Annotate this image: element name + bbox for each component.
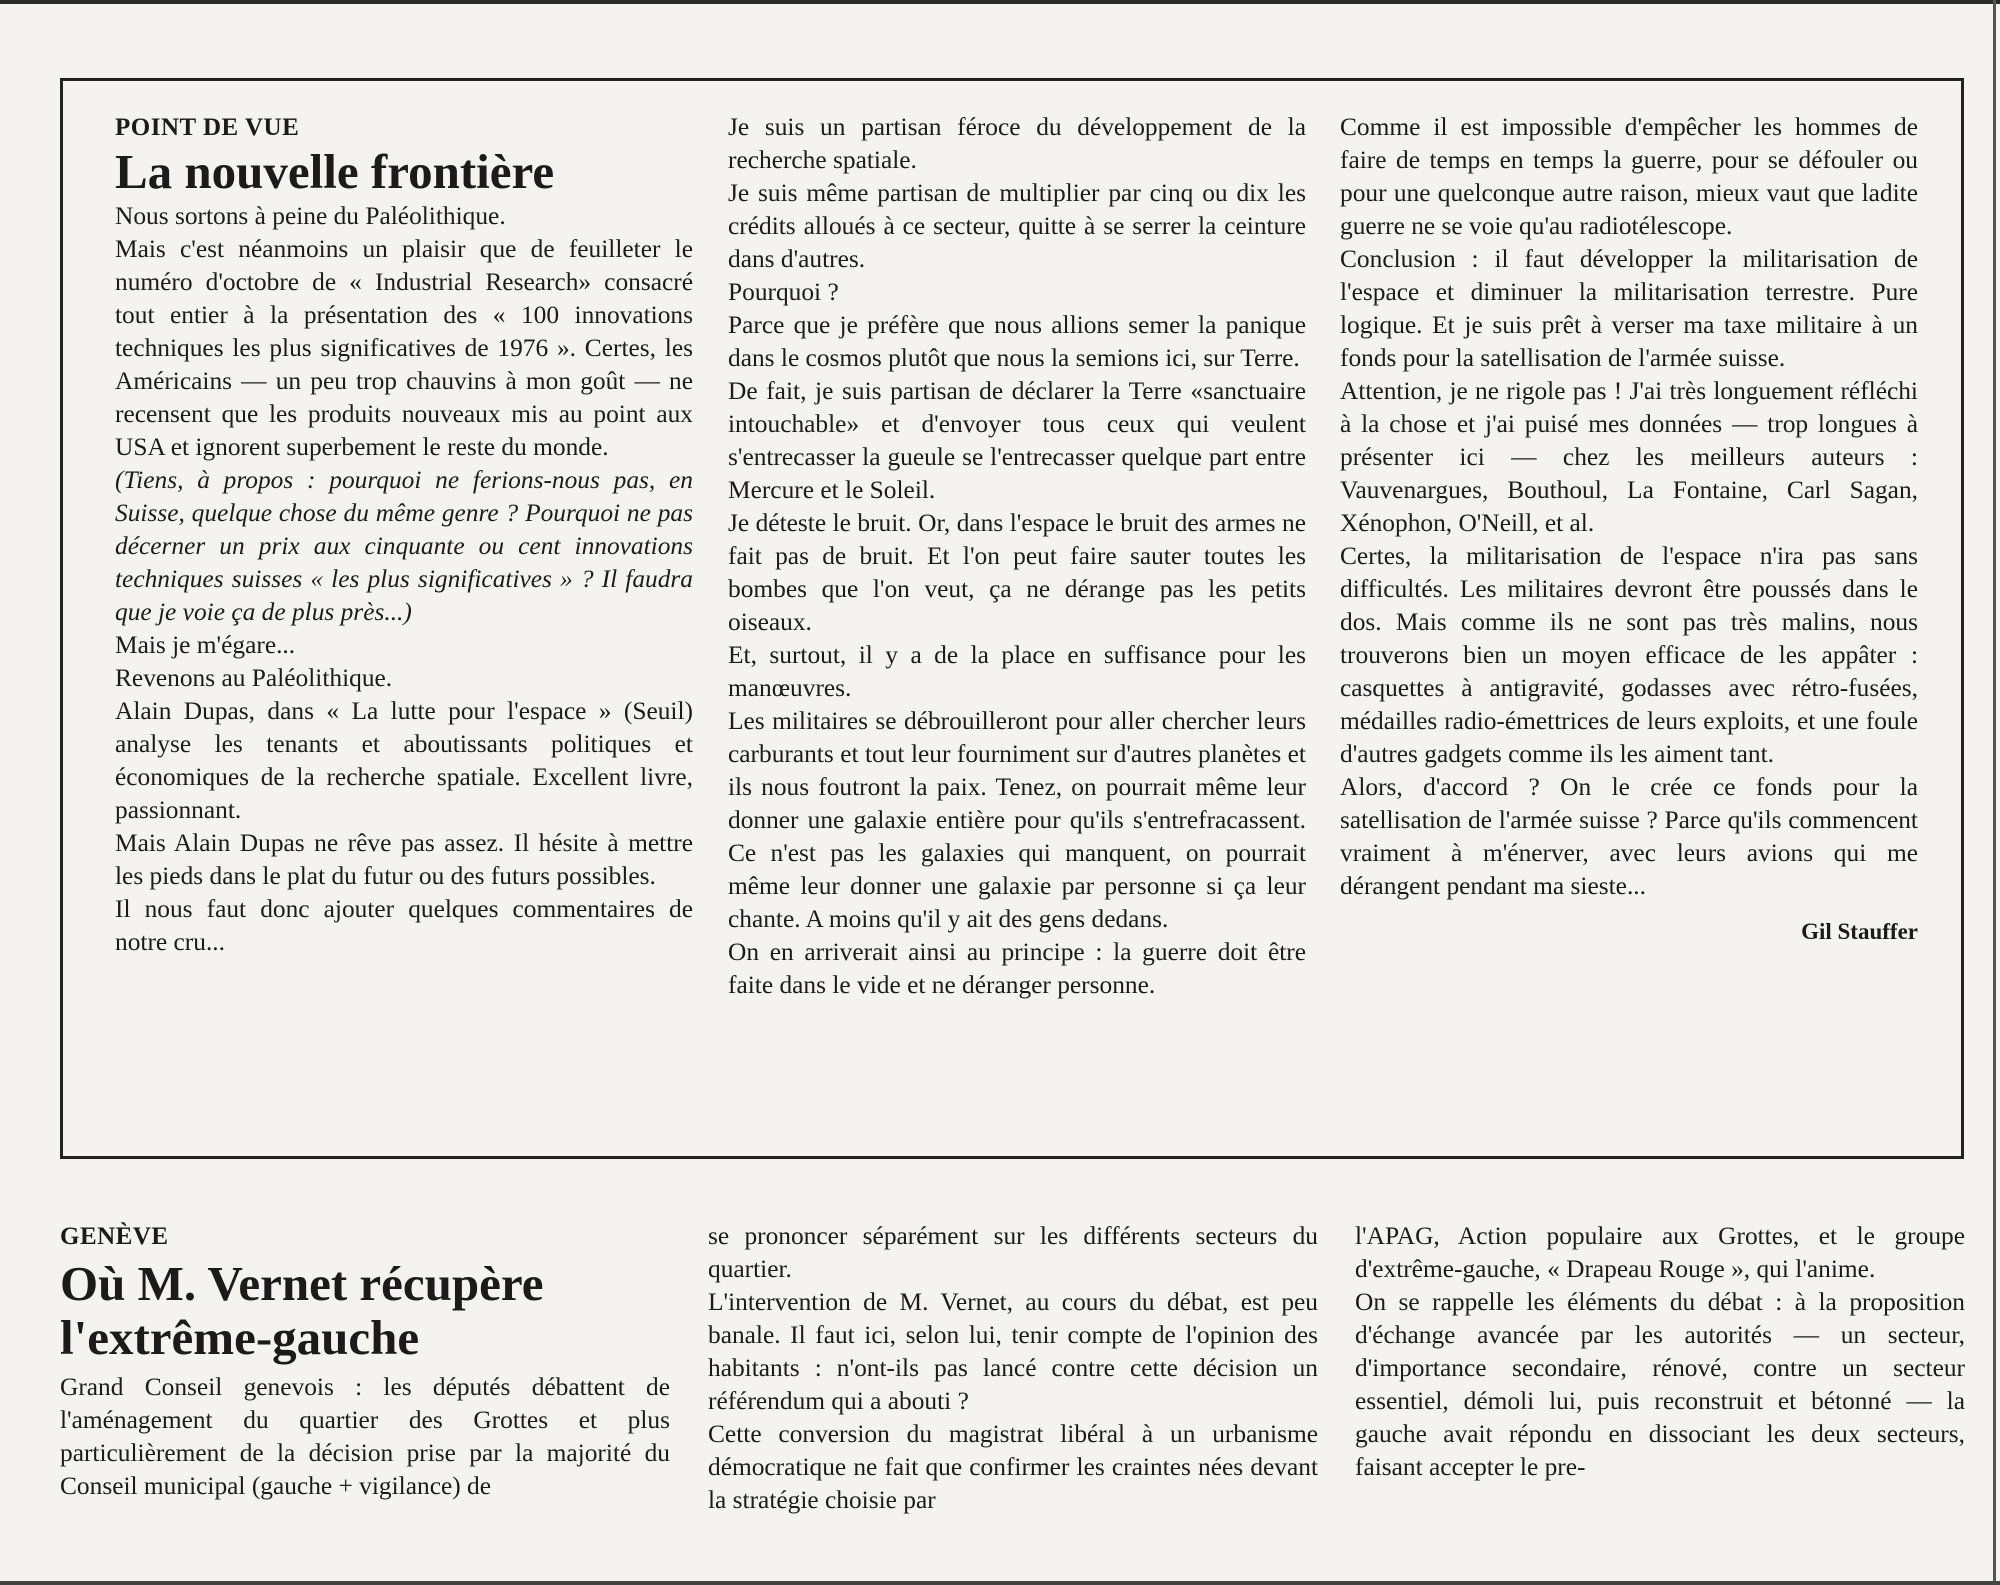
pdv-column-1 <box>115 111 693 959</box>
pdv-paragraph: Mais Alain Dupas ne rêve pas assez. Il hésite à mettre les pieds dans le plat du futur ou des futurs possibles. <box>115 829 693 890</box>
geneve-paragraph: Cette conversion du magistrat libéral à un urbanisme démocratique ne fait que confirmer les craintes nées devant la stratégie choisie par <box>708 1420 1318 1514</box>
point-de-vue-box <box>60 78 1964 1159</box>
geneve-column-1 <box>60 1220 670 1503</box>
page-bottom-rule <box>0 1581 2000 1585</box>
pdv-paragraph: Je déteste le bruit. Or, dans l'espace le bruit des armes ne fait pas de bruit. Et l'on peut faire sauter toutes les bombes que l'on veut, ça ne dérange pas les petits oiseaux. <box>728 509 1306 636</box>
pdv-column-3 <box>1340 111 1918 948</box>
pdv-kicker: POINT DE VUE <box>115 114 300 141</box>
pdv-paragraph: De fait, je suis partisan de déclarer la Terre «sanctuaire intouchable» et d'envoyer tous ceux qui veulent s'entrecasser la gueule se l'entrecasser quelque part entre Mercure et le Soleil. <box>728 377 1306 504</box>
geneve-column-2 <box>708 1220 1318 1517</box>
pdv-paragraph: Je suis un partisan féroce du développement de la recherche spatiale. <box>728 113 1306 174</box>
geneve-title <box>60 1257 670 1365</box>
geneve-column-3 <box>1355 1220 1965 1484</box>
pdv-paragraph: Pourquoi ? <box>728 278 839 306</box>
pdv-column-2 <box>728 111 1306 1002</box>
geneve-paragraph: On se rappelle les éléments du débat : à la proposition d'échange avancée par les autorités — un secteur, d'importance secondaire, rénové, contre un secteur essentiel, démoli lui, puis reconstruit et bétonné — la gauche avait répondu en dissociant les deux secteurs, faisant accepter le pre- <box>1355 1288 1965 1481</box>
pdv-paragraph: Les militaires se débrouilleront pour aller chercher leurs carburants et tout leur fourniment sur d'autres planètes et ils nous foutront la paix. Tenez, on pourrait même leur donner une galaxie entière pour qu'ils s'entrefracassent. Ce n'est pas les galaxies qui manquent, on pourrait même leur donner une galaxie par personne si ça leur chante. A moins qu'il y ait des gens dedans. <box>728 707 1306 933</box>
pdv-paragraph: Il nous faut donc ajouter quelques commentaires de notre cru... <box>115 895 693 956</box>
pdv-paragraph-italic: (Tiens, à propos : pourquoi ne ferions-nous pas, en Suisse, quelque chose du même genre ? Pourquoi ne pas décerner un prix aux cinquante ou cent innovations techniques suisses « les plus significatives » ? Il faudra que je voie ça de plus près...) <box>115 466 693 626</box>
pdv-paragraph: Attention, je ne rigole pas ! J'ai très longuement réfléchi à la chose et j'ai puisé mes données — trop longues à présenter ici — chez les meilleurs auteurs : Vauvenargues, Bouthoul, La Fontaine, Carl Sagan, Xénophon, O'Neill, et al. <box>1340 377 1918 537</box>
pdv-paragraph: Et, surtout, il y a de la place en suffisance pour les manœuvres. <box>728 641 1306 702</box>
pdv-paragraph: Revenons au Paléolithique. <box>115 664 393 692</box>
pdv-title: La nouvelle frontière <box>115 144 555 199</box>
pdv-paragraph: Comme il est impossible d'empêcher les hommes de faire de temps en temps la guerre, pour se défouler ou pour une quelconque autre raison, mieux vaut que ladite guerre ne se voie qu'au radiotélescope. <box>1340 113 1918 240</box>
pdv-paragraph: Nous sortons à peine du Paléolithique. <box>115 202 506 230</box>
geneve-title-line-2: l'extrême-gauche <box>60 1310 420 1365</box>
pdv-paragraph: Certes, la militarisation de l'espace n'ira pas sans difficultés. Les militaires devront être poussés dans le dos. Mais comme ils ne sont pas très malins, nous trouverons bien un moyen efficace de les appâter : casquettes à antigravité, godasses avec rétro-fusées, médailles radio-émettrices de leurs exploits, et une foule d'autres gadgets comme ils les aiment tant. <box>1340 542 1918 768</box>
pdv-paragraph: Je suis même partisan de multiplier par cinq ou dix les crédits alloués à ce secteur, quitte à se serrer la ceinture dans d'autres. <box>728 179 1306 273</box>
geneve-kicker: GENÈVE <box>60 1223 169 1250</box>
page-top-rule <box>0 0 2000 4</box>
pdv-paragraph: Conclusion : il faut développer la militarisation de l'espace et diminuer la militarisation terrestre. Pure logique. Et je suis prêt à verser ma taxe militaire à un fonds pour la satellisation de l'armée suisse. <box>1340 245 1918 372</box>
geneve-title-line-1: Où M. Vernet récupère <box>60 1256 544 1311</box>
pdv-paragraph: Alors, d'accord ? On le crée ce fonds pour la satellisation de l'armée suisse ? Parce qu'ils commencent vraiment à m'énerver, avec leurs avions qui me dérangent pendant ma sieste... <box>1340 773 1918 900</box>
pdv-paragraph: Parce que je préfère que nous allions semer la panique dans le cosmos plutôt que nous la semions ici, sur Terre. <box>728 311 1306 372</box>
geneve-paragraph: Grand Conseil genevois : les députés débattent de l'aménagement du quartier des Grottes et plus particulièrement de la décision prise par la majorité du Conseil municipal (gauche + vigilance) de <box>60 1373 670 1500</box>
pdv-signature: Gil Stauffer <box>1801 919 1918 944</box>
pdv-paragraph: On en arriverait ainsi au principe : la guerre doit être faite dans le vide et ne déranger personne. <box>728 938 1306 999</box>
pdv-paragraph: Mais je m'égare... <box>115 631 296 659</box>
pdv-paragraph: Mais c'est néanmoins un plaisir que de feuilleter le numéro d'octobre de « Industrial Research» consacré tout entier à la présentation des « 100 innovations techniques les plus significatives de 1976 ». Certes, les Américains — un peu trop chauvins à mon goût — ne recensent que les produits nouveaux mis au point aux USA et ignorent superbement le reste du monde. <box>115 235 693 461</box>
geneve-paragraph: L'intervention de M. Vernet, au cours du débat, est peu banale. Il faut ici, selon lui, tenir compte de l'opinion des habitants : n'ont-ils pas lancé contre cette décision un référendum qui a abouti ? <box>708 1288 1318 1415</box>
page-right-edge <box>1993 0 1996 1585</box>
geneve-paragraph: l'APAG, Action populaire aux Grottes, et le groupe d'extrême-gauche, « Drapeau Rouge », qui l'anime. <box>1355 1222 1965 1283</box>
geneve-paragraph: se prononcer séparément sur les différents secteurs du quartier. <box>708 1222 1318 1283</box>
pdv-paragraph: Alain Dupas, dans « La lutte pour l'espace » (Seuil) analyse les tenants et aboutissants politiques et économiques de la recherche spatiale. Excellent livre, passionnant. <box>115 697 693 824</box>
